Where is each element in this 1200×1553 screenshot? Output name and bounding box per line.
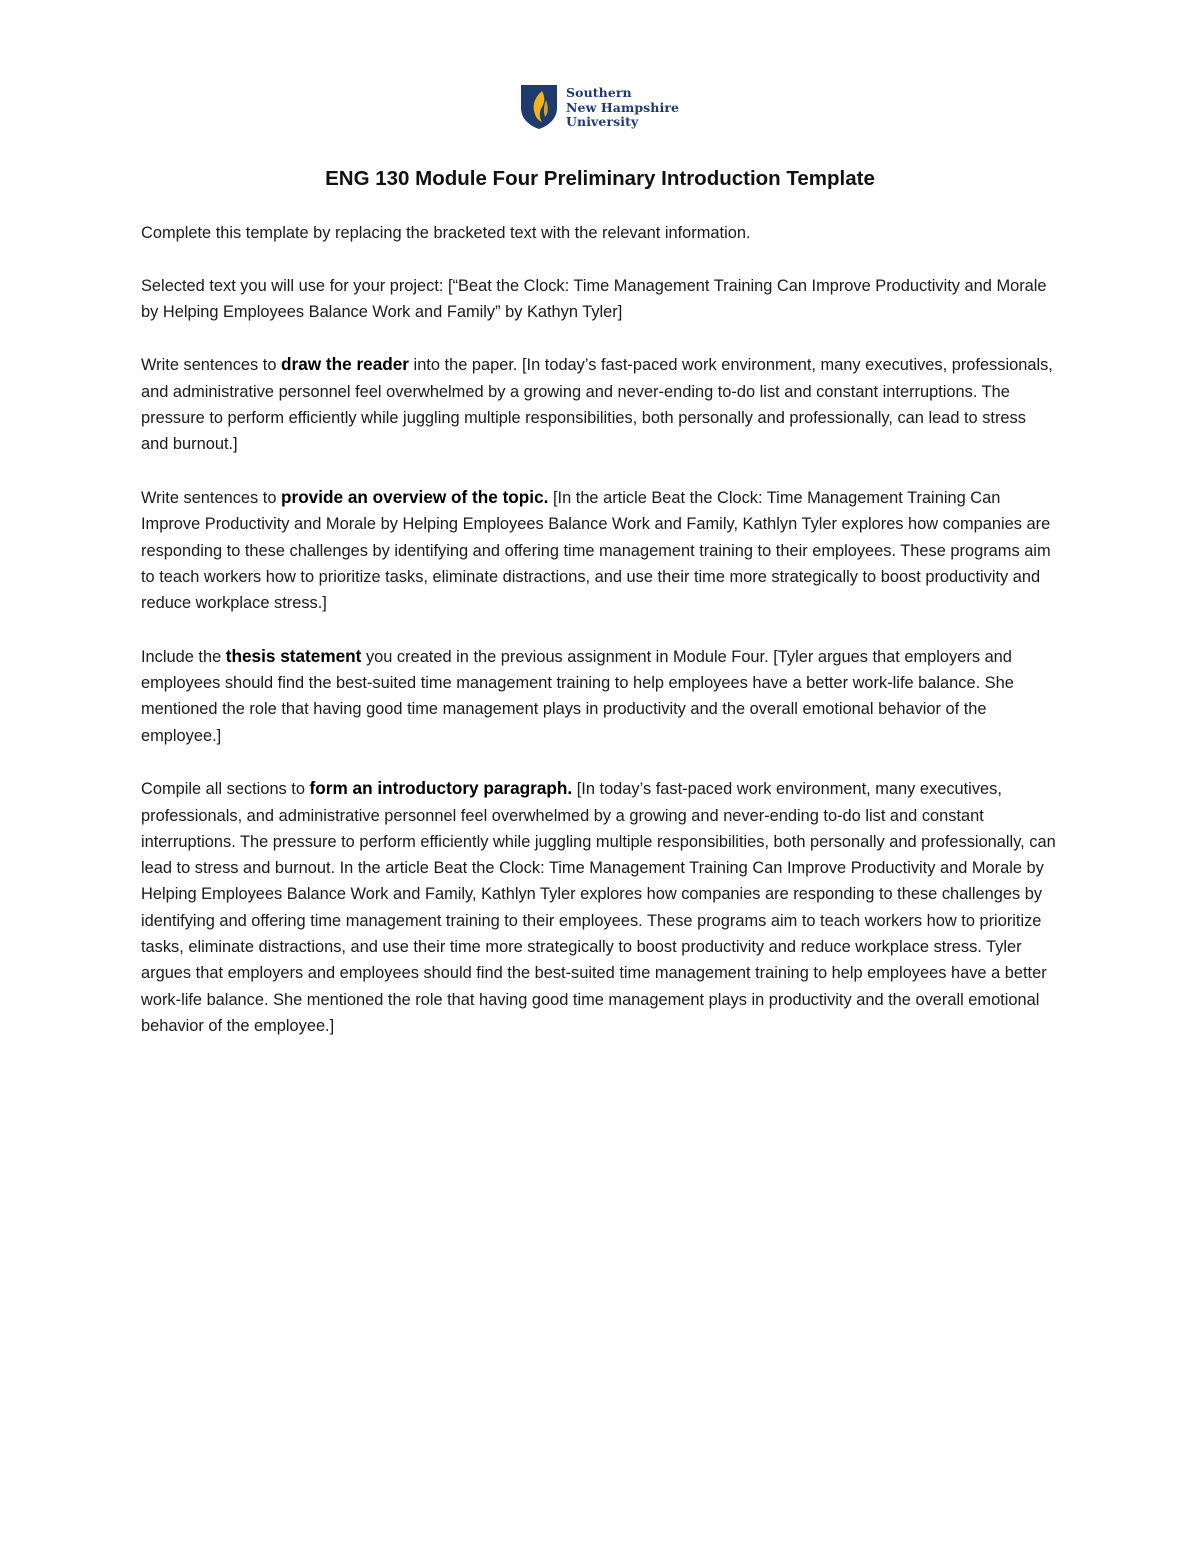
logo-wordmark [566,86,679,130]
thesis-prompt-bold: thesis statement [225,645,362,666]
page-title: ENG 130 Module Four Preliminary Introduction Template [325,167,875,190]
draw-reader-prompt-bold: draw the reader [281,354,409,375]
thesis-answer: [Tyler argues that employers and employees should find the best-suited time management training to help employees have a better work-life balance. She mentioned the role that having good time management plays in productivity and the overall emotional behavior of the employee.] [141,647,1014,745]
overview-prompt-before: Write sentences to [141,488,281,507]
introductory-paragraph [141,775,1057,1039]
overview-prompt-bold: provide an overview of the topic. [281,486,549,507]
snhu-logo [520,84,679,130]
draw-reader-paragraph [141,351,1057,457]
introductory-prompt-before: Compile all sections to [141,780,310,799]
introductory-prompt-bold: form an introductory paragraph. [309,778,573,799]
thesis-prompt-after: you created in the previous assignment in Module Four. [361,647,774,666]
introductory-answer: [In today’s fast-paced work environment, many executives, professionals, and administrative personnel feel overwhelmed by a growing and never-ending to-do list and constant interruptions. The pressure to perform efficiently while juggling multiple responsibilities, both personally and professionally, can lead to stress and burnout. In the article Beat the Clock: Time Management Training Can Improve Productivity and Morale by Helping Employees Balance Work and Family, Kathlyn Tyler explores how companies are responding to these challenges by identifying and offering time management training to their employees. These programs aim to teach workers how to prioritize tasks, eliminate distractions, and use their time more strategically to boost productivity and reduce workplace stress. Tyler argues that employers and employees should find the best-suited time management training to help employees have a better work-life balance. She mentioned the role that having good time management plays in productivity and the overall emotional behavior of the employee.] [141,780,1056,1035]
draw-reader-answer: [In today’s fast-paced work environment, many executives, professionals, and administrative personnel feel overwhelmed by a growing and never-ending to-do list and constant interruptions. The pressure to perform efficiently while juggling multiple responsibilities, both personally and professionally, can lead to stress and burnout.] [141,356,1053,454]
selected-text-paragraph [141,273,1057,326]
overview-answer: [In the article Beat the Clock: Time Management Training Can Improve Productivity and Morale by Helping Employees Balance Work and Family, Kathlyn Tyler explores how companies are responding to these challenges by identifying and offering time management training to their employees. These programs aim to teach workers how to prioritize tasks, eliminate distractions, and use their time more strategically to boost productivity and reduce workplace stress.] [141,488,1051,613]
logo-line-1: Southern [566,85,632,100]
document-body [141,220,1057,1066]
selected-text-answer: [“Beat the Clock: Time Management Training Can Improve Productivity and Morale by Helping Employees Balance Work and Family” by Kathyn Tyler] [141,276,1047,321]
thesis-prompt-before: Include the [141,647,226,666]
logo-line-3: University [566,114,639,129]
overview-paragraph [141,484,1057,616]
thesis-paragraph [141,643,1057,749]
selected-text-prompt: Selected text you will use for your project: [141,276,449,295]
shield-flame-icon [520,84,558,130]
draw-reader-prompt-before: Write sentences to [141,356,281,375]
draw-reader-prompt-after: into the paper. [409,356,522,375]
instructions-paragraph: Complete this template by replacing the bracketed text with the relevant information. [141,224,751,242]
logo-line-2: New Hampshire [566,99,680,115]
